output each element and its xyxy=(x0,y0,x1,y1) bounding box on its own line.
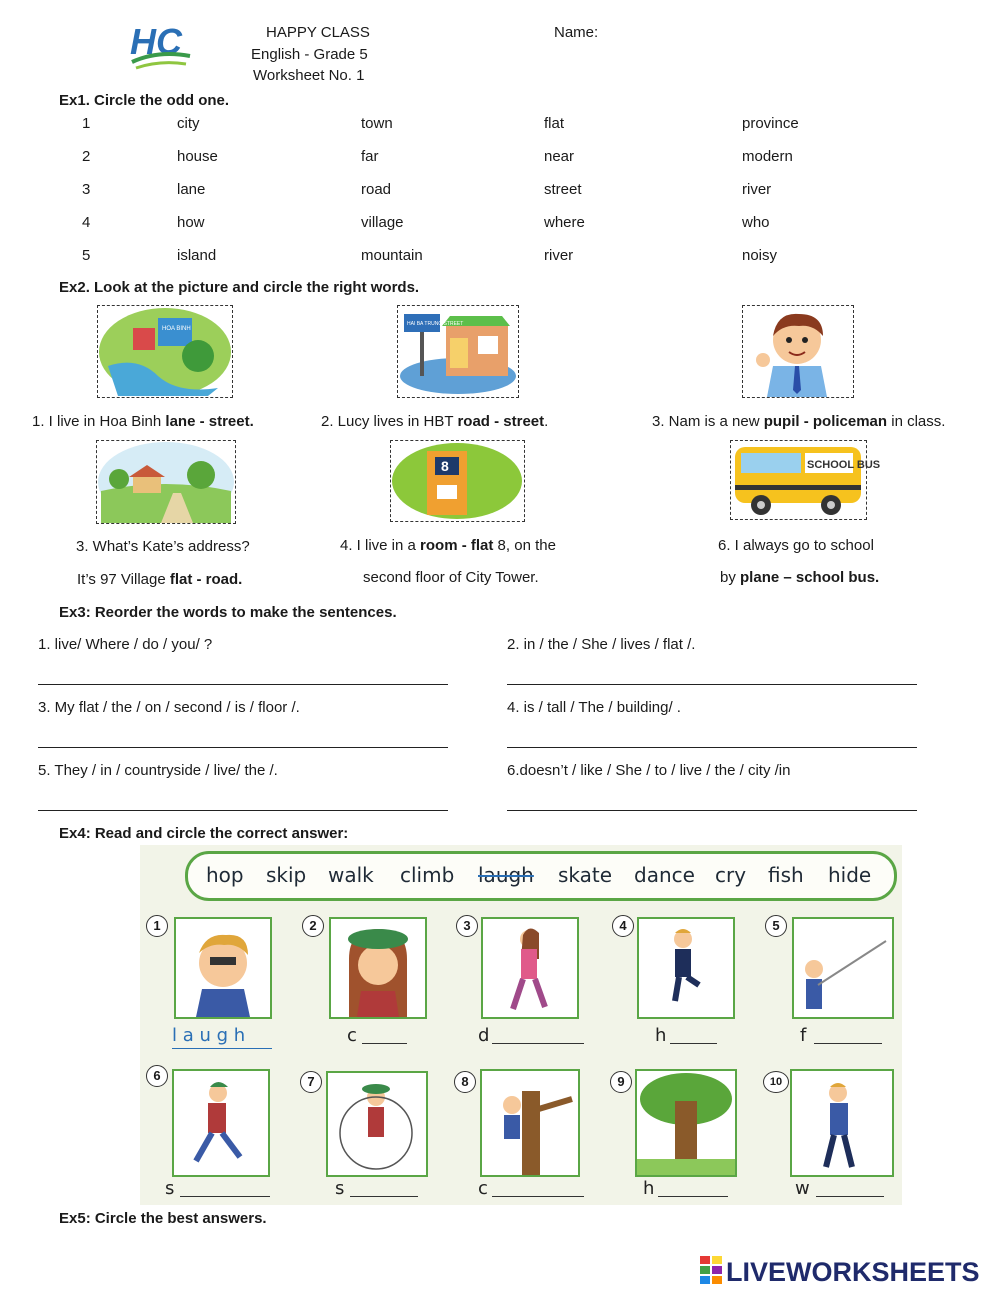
word-bank-item: skip xyxy=(266,863,307,887)
picture-school-bus xyxy=(730,440,881,520)
number-badge: 5 xyxy=(765,915,787,937)
word-bank-item: skate xyxy=(558,863,613,887)
word-bank-item: hide xyxy=(828,863,872,887)
picture-dance xyxy=(481,917,579,1019)
svg-text:HOA BINH: HOA BINH xyxy=(162,326,191,332)
row-number: 2 xyxy=(82,148,91,165)
word-cell[interactable]: road xyxy=(361,181,392,198)
row-number: 5 xyxy=(82,247,91,264)
ex3-title: Ex3: Reorder the words to make the sentences. xyxy=(59,604,397,621)
word-cell[interactable]: noisy xyxy=(742,247,778,264)
word-bank xyxy=(185,851,897,901)
picture-fish xyxy=(792,917,894,1019)
caption-6-line2 xyxy=(720,569,879,586)
hint-letter: h xyxy=(655,1025,667,1046)
picture-laugh xyxy=(174,917,272,1019)
number-badge: 10 xyxy=(763,1071,789,1093)
svg-text:SCHOOL BUS: SCHOOL BUS xyxy=(807,459,881,471)
word-cell[interactable]: street xyxy=(544,181,582,198)
svg-text:HAI BA TRUNG STREET: HAI BA TRUNG STREET xyxy=(407,321,464,327)
hint-letter: s xyxy=(335,1178,345,1199)
ex5-title: Ex5: Circle the best answers. xyxy=(59,1210,267,1227)
number-badge: 8 xyxy=(454,1071,476,1093)
hint-letter: h xyxy=(643,1178,655,1199)
number-badge: 2 xyxy=(302,915,324,937)
caption-text: by xyxy=(720,569,741,586)
word-cell[interactable]: modern xyxy=(742,148,793,165)
example-underline xyxy=(172,1048,272,1049)
answer-option[interactable]: road - street xyxy=(457,413,545,430)
caption-text: 1. I live in Hoa Binh xyxy=(32,413,166,430)
answer-blank[interactable] xyxy=(492,1196,584,1197)
hint-letter: w xyxy=(795,1178,810,1199)
word-cell[interactable]: village xyxy=(361,214,404,231)
svg-text:HC: HC xyxy=(130,21,182,62)
word-bank-item: walk xyxy=(328,863,374,887)
caption-text: 3. Nam is a new xyxy=(652,413,764,430)
liveworksheets-logo xyxy=(700,1254,995,1290)
number-badge: 6 xyxy=(146,1065,168,1087)
worksheet-number: Worksheet No. 1 xyxy=(253,67,365,84)
word-bank-item: hop xyxy=(206,863,244,887)
caption-4-line1: 3. What’s Kate’s address? xyxy=(76,538,250,555)
caption-3 xyxy=(652,413,945,430)
answer-blank[interactable] xyxy=(180,1196,270,1197)
reorder-prompt-2: 2. in / the / She / lives / flat /. xyxy=(507,636,696,653)
caption-6-line1: 6. I always go to school xyxy=(718,537,874,554)
picture-hop xyxy=(637,917,735,1019)
example-answer: l a u g h xyxy=(172,1025,246,1046)
caption-text: 2. Lucy lives in HBT xyxy=(321,413,458,430)
row-number: 4 xyxy=(82,214,91,231)
word-cell[interactable]: river xyxy=(742,181,772,198)
picture-flat xyxy=(390,440,525,522)
ex2-title: Ex2. Look at the picture and circle the right words. xyxy=(59,279,420,296)
picture-skate xyxy=(172,1069,270,1177)
answer-option[interactable]: pupil - policeman xyxy=(763,413,888,430)
picture-village xyxy=(96,440,236,524)
word-cell[interactable]: city xyxy=(177,115,200,132)
caption-4-line2 xyxy=(77,571,242,588)
picture-climb xyxy=(480,1069,580,1177)
answer-option[interactable]: plane – school bus. xyxy=(740,569,880,586)
answer-blank[interactable] xyxy=(492,1043,584,1044)
word-cell[interactable]: lane xyxy=(177,181,206,198)
caption-2 xyxy=(321,413,548,430)
number-badge: 4 xyxy=(612,915,634,937)
word-bank-item: laugh xyxy=(478,863,534,887)
number-badge: 9 xyxy=(610,1071,632,1093)
answer-line-5[interactable] xyxy=(38,810,448,811)
row-number: 3 xyxy=(82,181,91,198)
hint-letter: c xyxy=(347,1025,357,1046)
word-cell[interactable]: province xyxy=(742,115,799,132)
reorder-prompt-1: 1. live/ Where / do / you/ ? xyxy=(38,636,213,653)
number-badge: 1 xyxy=(146,915,168,937)
hint-letter: d xyxy=(478,1025,490,1046)
answer-blank[interactable] xyxy=(658,1196,728,1197)
answer-line-6[interactable] xyxy=(507,810,917,811)
subject-line: English - Grade 5 xyxy=(251,46,368,63)
answer-option[interactable]: room - flat xyxy=(420,537,494,554)
caption-text: 4. I live in a xyxy=(340,537,421,554)
picture-hide xyxy=(635,1069,737,1177)
picture-pupil xyxy=(742,305,854,398)
answer-option[interactable]: flat - road. xyxy=(169,571,243,588)
number-badge: 7 xyxy=(300,1071,322,1093)
picture-street xyxy=(397,305,519,398)
ex1-title: Ex1. Circle the odd one. xyxy=(59,92,230,109)
answer-blank[interactable] xyxy=(362,1043,407,1044)
reorder-prompt-5: 5. They / in / countryside / live/ the /. xyxy=(38,762,278,779)
answer-option[interactable]: lane - street. xyxy=(165,413,254,430)
answer-line-3[interactable] xyxy=(38,747,448,748)
caption-text: 8, on the xyxy=(493,537,556,554)
caption-text: It’s 97 Village xyxy=(77,571,170,588)
caption-5-line2: second floor of City Tower. xyxy=(363,569,539,586)
caption-text: in class. xyxy=(887,413,946,430)
word-cell[interactable]: who xyxy=(742,214,770,231)
row-number: 1 xyxy=(82,115,91,132)
svg-text:LIVEWORKSHEETS: LIVEWORKSHEETS xyxy=(726,1257,980,1287)
answer-line-2[interactable] xyxy=(507,684,917,685)
picture-lane xyxy=(97,305,233,398)
picture-skip xyxy=(326,1071,428,1177)
word-cell[interactable]: near xyxy=(544,148,575,165)
word-cell[interactable]: far xyxy=(361,148,379,165)
word-bank-item: cry xyxy=(715,863,747,887)
word-cell[interactable]: how xyxy=(177,214,205,231)
word-bank-item: climb xyxy=(400,863,455,887)
number-badge: 3 xyxy=(456,915,478,937)
hint-letter: f xyxy=(800,1025,807,1046)
word-cell[interactable]: where xyxy=(544,214,585,231)
answer-blank[interactable] xyxy=(814,1043,882,1044)
word-bank-item: fish xyxy=(768,863,804,887)
answer-blank[interactable] xyxy=(670,1043,717,1044)
hint-letter: c xyxy=(478,1178,488,1199)
answer-blank[interactable] xyxy=(350,1196,418,1197)
picture-cry xyxy=(329,917,427,1019)
reorder-prompt-6: 6.doesn’t / like / She / to / live / the / city /in xyxy=(507,762,791,779)
svg-text:8: 8 xyxy=(441,458,449,474)
answer-blank[interactable] xyxy=(816,1196,884,1197)
answer-line-1[interactable] xyxy=(38,684,448,685)
word-bank-item: dance xyxy=(634,863,695,887)
word-cell[interactable]: town xyxy=(361,115,393,132)
caption-text: . xyxy=(544,413,549,430)
caption-1 xyxy=(32,413,254,430)
name-label: Name: xyxy=(554,24,599,41)
reorder-prompt-4: 4. is / tall / The / building/ . xyxy=(507,699,681,716)
hint-letter: s xyxy=(165,1178,175,1199)
school-logo xyxy=(128,22,194,74)
ex4-title: Ex4: Read and circle the correct answer: xyxy=(59,825,349,842)
answer-line-4[interactable] xyxy=(507,747,917,748)
word-cell[interactable]: mountain xyxy=(361,247,423,264)
word-cell[interactable]: flat xyxy=(544,115,565,132)
picture-walk xyxy=(790,1069,894,1177)
word-cell[interactable]: house xyxy=(177,148,218,165)
class-name: HAPPY CLASS xyxy=(266,24,370,41)
word-cell[interactable]: river xyxy=(544,247,574,264)
ex4-picture-panel xyxy=(140,845,902,1205)
caption-5-line1 xyxy=(340,537,556,554)
reorder-prompt-3: 3. My flat / the / on / second / is / floor /. xyxy=(38,699,300,716)
word-cell[interactable]: island xyxy=(177,247,217,264)
